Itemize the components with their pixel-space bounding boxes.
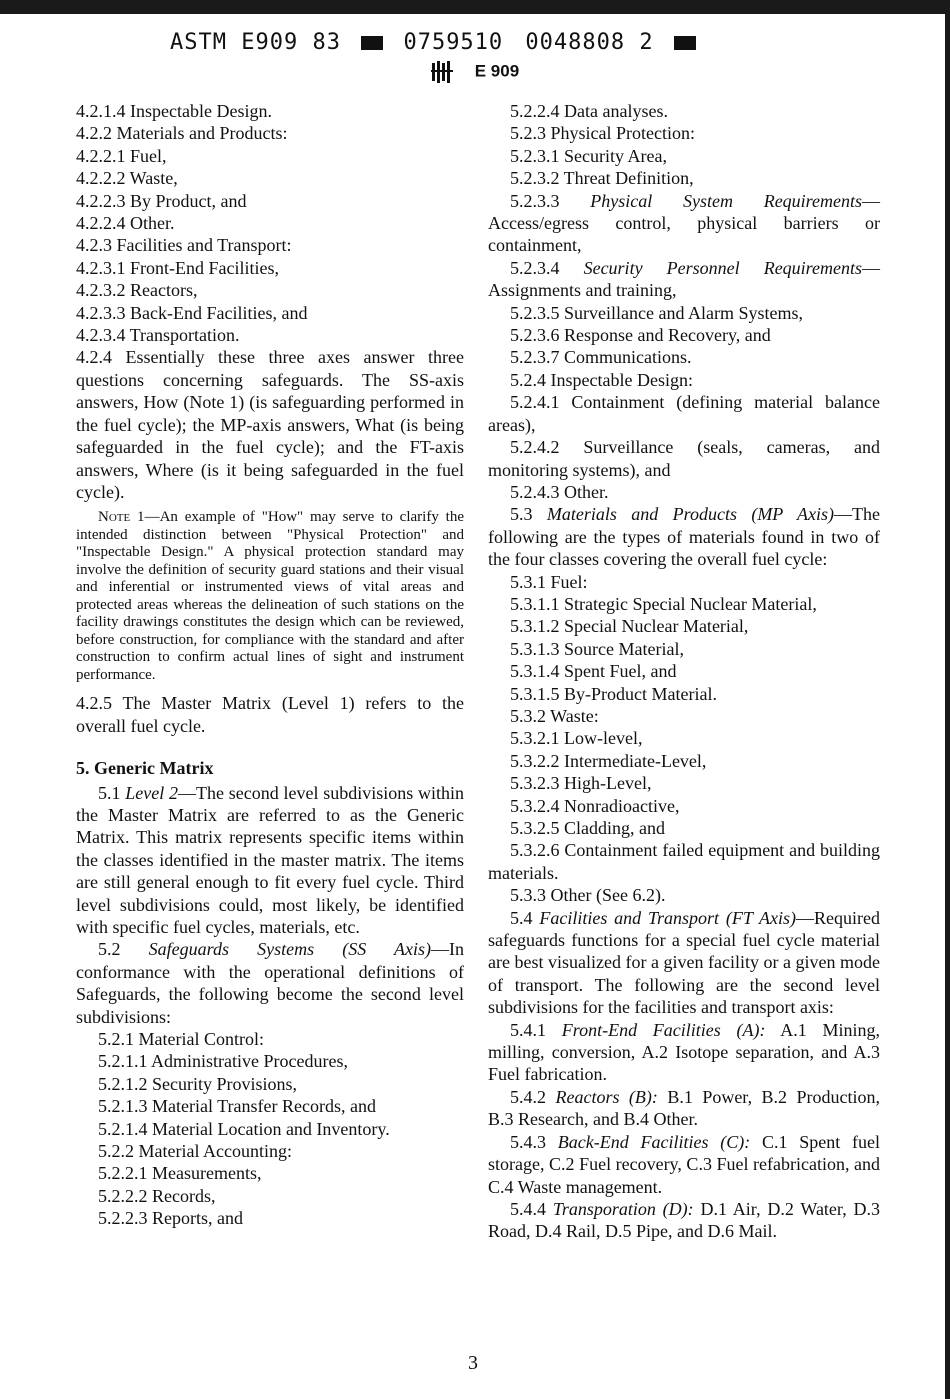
- list-item: 5.3.2 Waste:: [510, 705, 599, 726]
- top-scan-bar: [0, 0, 950, 14]
- list-item: 4.2.2.1 Fuel,: [76, 145, 167, 166]
- paragraph-5-2-3-4: 5.2.3.4 Security Personnel Requirements—Assignments and training,: [488, 257, 880, 301]
- list-item: 5.3.2.3 High-Level,: [510, 773, 652, 794]
- list-item: 5.3.1 Fuel:: [510, 571, 588, 592]
- header-designation: ASTM E909 83: [170, 30, 341, 55]
- list-item: 4.2.2.4 Other.: [76, 213, 175, 234]
- list-item: 5.3.1.5 By-Product Material.: [510, 683, 717, 704]
- list-item: 5.2.4 Inspectable Design:: [510, 369, 693, 390]
- list-item: 5.2.1.3 Material Transfer Records, and: [98, 1096, 376, 1117]
- header-code-2: 0048808 2: [525, 30, 654, 55]
- list-item: 4.2.2.2 Waste,: [76, 168, 178, 189]
- paragraph-4-2-4: 4.2.4 Essentially these three axes answer three questions concerning safeguards. The SS-axis answers, How (Note 1) (is safeguarding performed in the fuel cycle); the MP-axis answers, What (is being safeguarded in the fuel cycle); and the FT-axis answers, Where (is it being safeguarded in the fuel cycle).: [76, 347, 464, 502]
- right-scan-bar: [945, 0, 950, 1399]
- document-header: [170, 30, 790, 55]
- standard-designation: E 909: [474, 61, 520, 81]
- paragraph-5-2-3-3: 5.2.3.3 Physical System Requirements—Access/egress control, physical barriers or containment,: [488, 190, 880, 256]
- list-item: 5.2.1 Material Control:: [98, 1029, 264, 1049]
- note-text: —An example of "How" may serve to clarify the intended distinction between "Physical Protection" and "Inspectable Design." A physical protection standard may involve the definition of security guard stations and their visual and inferential or instrumented views of vital areas and protected areas whereas the delineation of such stations on the facility drawings constitutes the design which can be reviewed, before construction, for compliance with the standard and after construction to confirm actual lines of sight and instrument performance.: [76, 509, 464, 683]
- list-item: 5.2.3 Physical Protection:: [510, 123, 695, 144]
- list-item: 5.2.3.6 Response and Recovery, and: [510, 325, 771, 346]
- paragraph-5-3-2-6: 5.3.2.6 Containment failed equipment and building materials.: [488, 840, 880, 883]
- list-item: 5.2.2.1 Measurements,: [98, 1163, 262, 1184]
- list-item: 5.3.2.1 Low-level,: [510, 728, 643, 749]
- paragraph-5-2: 5.2 Safeguards Systems (SS Axis)—In conformance with the operational definitions of Safeguards, the following become the second level subdivisions:: [76, 939, 465, 1027]
- paragraph-5-2-4-3: 5.2.4.3 Other.: [510, 481, 609, 502]
- standard-header: [430, 60, 519, 84]
- list-item: 5.3.2.5 Cladding, and: [510, 818, 665, 838]
- list-item: 5.2.2.2 Records,: [98, 1185, 216, 1206]
- list-item: 4.2.3 Facilities and Transport:: [76, 235, 292, 256]
- right-column: [488, 100, 880, 1243]
- list-item: 5.3.2.4 Nonradioactive,: [510, 795, 680, 816]
- list-item: 5.2.2.3 Reports, and: [98, 1208, 243, 1229]
- paragraph-4-2-5: 4.2.5 The Master Matrix (Level 1) refers to the overall fuel cycle.: [76, 693, 464, 736]
- list-item: 5.3.1.2 Special Nuclear Material,: [510, 616, 749, 637]
- paragraph-5-4-4: 5.4.4 Transporation (D): D.1 Air, D.2 Water, D.3 Road, D.4 Rail, D.5 Pipe, and D.6 Mail.: [488, 1198, 881, 1242]
- header-code-1: 0759510: [403, 30, 504, 55]
- list-item: 5.2.3.1 Security Area,: [510, 145, 667, 166]
- list-item: 5.2.3.5 Surveillance and Alarm Systems,: [510, 302, 803, 323]
- list-item: 5.3.1.4 Spent Fuel, and: [510, 661, 677, 682]
- section-heading: 5. Generic Matrix: [76, 758, 214, 779]
- list-item: 5.2.1.4 Material Location and Inventory.: [98, 1118, 390, 1139]
- list-item: 4.2.2 Materials and Products:: [76, 123, 288, 144]
- page-number: 3: [468, 1352, 478, 1374]
- left-column: [76, 100, 464, 1230]
- list-item: 5.3.1.3 Source Material,: [510, 638, 684, 659]
- list-item: 5.2.1.1 Administrative Procedures,: [98, 1051, 348, 1072]
- paragraph-5-4-1: 5.4.1 Front-End Facilities (A): A.1 Mining, milling, conversion, A.2 Isotope separation, and A.3 Fuel fabrication.: [488, 1019, 881, 1085]
- list-item: 4.2.3.1 Front-End Facilities,: [76, 257, 279, 278]
- header-block-mark: [361, 36, 383, 50]
- list-item: 4.2.1.4 Inspectable Design.: [76, 101, 272, 121]
- list-item: 4.2.2.3 By Product, and: [76, 190, 247, 211]
- list-item: 5.3.2.2 Intermediate-Level,: [510, 750, 707, 771]
- list-item: 4.2.3.2 Reactors,: [76, 280, 198, 301]
- list-item: 4.2.3.3 Back-End Facilities, and: [76, 302, 308, 323]
- list-item: 5.2.1.2 Security Provisions,: [98, 1073, 298, 1094]
- astm-logo-icon: [430, 60, 456, 84]
- note-1: [76, 509, 464, 684]
- paragraph-5-2-4-2: 5.2.4.2 Surveillance (seals, cameras, and monitoring systems), and: [488, 437, 880, 480]
- header-block-mark-2: [674, 36, 696, 50]
- list-item: 5.2.2.4 Data analyses.: [510, 101, 668, 121]
- paragraph-5-3: 5.3 Materials and Products (MP Axis)—The following are the types of materials found in two of the four classes covering the overall fuel cycle:: [488, 504, 880, 570]
- paragraph-5-1: 5.1 Level 2—The second level subdivisions within the Master Matrix are referred to as the Generic Matrix. This matrix represents specific items within the classes identified in the master matrix. The items are still general enough to fit every fuel cycle. Third level subdivisions could, most likely, be identified with specific fuel cycles, materials, etc.: [76, 782, 465, 937]
- note-label: Note 1: [98, 509, 145, 526]
- list-item: 5.3.1.1 Strategic Special Nuclear Material,: [510, 593, 817, 614]
- list-item: 5.2.2 Material Accounting:: [98, 1141, 292, 1162]
- paragraph-5-4-3: 5.4.3 Back-End Facilities (C): C.1 Spent fuel storage, C.2 Fuel recovery, C.3 Fuel refabrication, and C.4 Waste management.: [488, 1131, 881, 1197]
- paragraph-5-4: 5.4 Facilities and Transport (FT Axis)—Required safeguards functions for a special fuel cycle material are best visualized for a given facility or a given mode of transport. The following are the second level subdivisions for the facilities and transport axis:: [488, 907, 881, 1018]
- list-item: 5.2.3.2 Threat Definition,: [510, 168, 694, 189]
- paragraph-5-4-2: 5.4.2 Reactors (B): B.1 Power, B.2 Production, B.3 Research, and B.4 Other.: [488, 1086, 881, 1130]
- paragraph-5-2-4-1: 5.2.4.1 Containment (defining material balance areas),: [488, 392, 880, 435]
- list-item: 5.2.3.7 Communications.: [510, 347, 692, 368]
- list-item: 4.2.3.4 Transportation.: [76, 325, 240, 346]
- paragraph-5-3-3: 5.3.3 Other (See 6.2).: [510, 885, 666, 906]
